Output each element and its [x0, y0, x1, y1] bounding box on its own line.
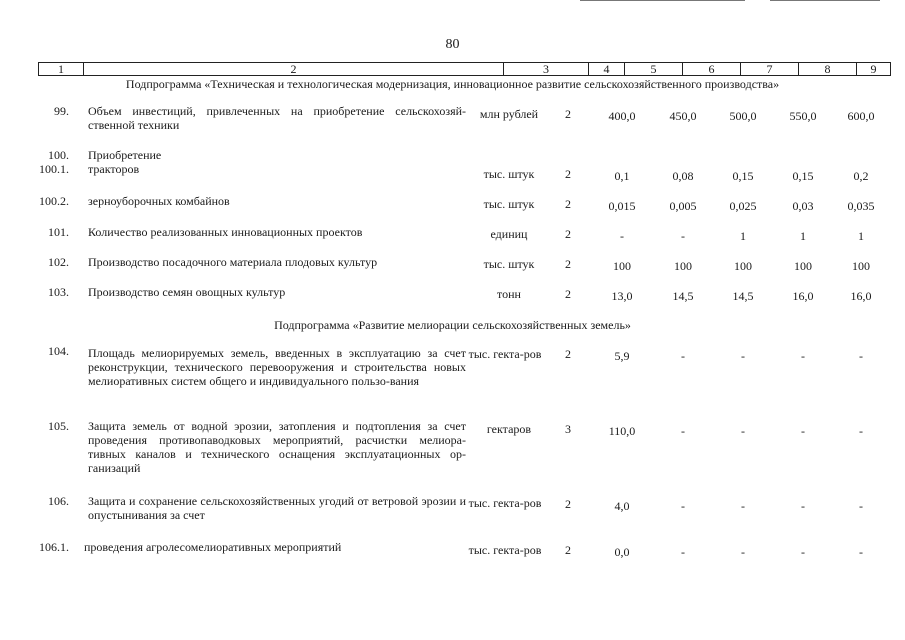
indicator-name: Объем инвестиций, привлеченных на приобретение сельскохозяй-ственной техники: [88, 104, 466, 132]
indicator-name: Производство посадочного материала плодовых культур: [88, 255, 378, 269]
column-4-value: 2: [565, 227, 571, 241]
unit-of-measure: тыс. штук: [483, 257, 535, 271]
row-number: 105.: [48, 419, 69, 433]
column-number: 4: [589, 63, 625, 76]
unit-of-measure: тыс. гекта-ров: [468, 543, 542, 557]
unit-of-measure: тыс. штук: [483, 167, 535, 181]
value-col-9: 100: [852, 259, 870, 273]
section-heading: Подпрограмма «Развитие мелиорации сельскохозяйственных земель»: [274, 318, 631, 332]
column-4-value: 2: [565, 497, 571, 511]
column-4-value: 2: [565, 257, 571, 271]
value-col-7: 100: [734, 259, 752, 273]
unit-of-measure: тыс. гекта-ров: [468, 496, 542, 510]
indicator-name: тракторов: [88, 162, 140, 176]
row-number: 99.: [54, 104, 69, 118]
column-number: 2: [84, 63, 504, 76]
indicator-name: Производство семян овощных культур: [88, 285, 286, 299]
unit-of-measure: тонн: [497, 287, 521, 301]
value-col-6: -: [681, 499, 685, 513]
column-4-value: 2: [565, 107, 571, 121]
value-col-7: 500,0: [729, 109, 757, 123]
value-col-6: -: [681, 349, 685, 363]
row-number: 100.1.: [39, 162, 69, 176]
column-number: 5: [625, 63, 683, 76]
value-col-8: -: [801, 349, 805, 363]
value-col-5: 400,0: [608, 109, 636, 123]
value-col-9: 16,0: [850, 289, 872, 303]
row-number: 106.: [48, 494, 69, 508]
row-number: 100.2.: [39, 194, 69, 208]
value-col-8: 0,03: [792, 199, 814, 213]
value-col-9: 1: [858, 229, 864, 243]
value-col-5: 110,0: [608, 424, 636, 438]
value-col-5: 5,9: [614, 349, 630, 363]
value-col-7: -: [741, 424, 745, 438]
column-number: 3: [504, 63, 589, 76]
column-number: 7: [741, 63, 799, 76]
indicator-name: Приобретение: [88, 148, 162, 162]
value-col-6: -: [681, 229, 685, 243]
value-col-7: 0,025: [729, 199, 757, 213]
value-col-8: 100: [794, 259, 812, 273]
value-col-5: 0,0: [614, 545, 630, 559]
value-col-6: 100: [674, 259, 692, 273]
column-4-value: 3: [565, 422, 571, 436]
value-col-6: -: [681, 545, 685, 559]
indicator-name: Площадь мелиорируемых земель, введенных в эксплуатацию за счет реконструкции, технического перевооружения и строительства новых мелиоративных систем общего и индивидуального пользо-вания: [88, 346, 466, 388]
indicator-name: проведения агролесомелиоративных мероприятий: [84, 540, 342, 554]
value-col-6: 14,5: [672, 289, 694, 303]
value-col-5: 13,0: [611, 289, 633, 303]
value-col-5: 100: [613, 259, 631, 273]
scan-edge-line-right: [770, 0, 880, 1]
page-number: 80: [445, 37, 460, 52]
value-col-9: 0,035: [847, 199, 875, 213]
section-heading: Подпрограмма «Техническая и технологическая модернизация, инновационное развитие сельскохозяйственного производства»: [125, 77, 780, 91]
value-col-8: 16,0: [792, 289, 814, 303]
value-col-6: 450,0: [669, 109, 697, 123]
value-col-7: 14,5: [732, 289, 754, 303]
value-col-6: -: [681, 424, 685, 438]
column-4-value: 2: [565, 167, 571, 181]
row-number: 100.: [48, 148, 69, 162]
unit-of-measure: тыс. штук: [483, 197, 535, 211]
value-col-8: -: [801, 499, 805, 513]
value-col-5: -: [620, 229, 624, 243]
row-number: 104.: [48, 344, 69, 358]
value-col-9: 600,0: [847, 109, 875, 123]
value-col-9: -: [859, 545, 863, 559]
value-col-7: -: [741, 349, 745, 363]
row-number: 102.: [48, 255, 69, 269]
value-col-7: 1: [740, 229, 746, 243]
value-col-9: 0,2: [853, 169, 869, 183]
column-4-value: 2: [565, 287, 571, 301]
value-col-7: 0,15: [732, 169, 754, 183]
unit-of-measure: млн рублей: [479, 107, 539, 121]
value-col-8: -: [801, 545, 805, 559]
unit-of-measure: тыс. гекта-ров: [468, 347, 542, 361]
indicator-name: Количество реализованных инновационных проектов: [88, 225, 363, 239]
indicator-name: Защита земель от водной эрозии, затопления и подтопления за счет проведения противопаводковых мероприятий, расчистки мелиора-тивных каналов и технического оснащения эксплуатационных ор-ганизаций: [88, 419, 466, 475]
scan-edge-line: [580, 0, 745, 1]
column-4-value: 2: [565, 197, 571, 211]
unit-of-measure: гектаров: [486, 422, 532, 436]
row-number: 103.: [48, 285, 69, 299]
unit-of-measure: единиц: [490, 227, 528, 241]
value-col-8: 550,0: [789, 109, 817, 123]
value-col-9: -: [859, 349, 863, 363]
column-header-row: [38, 62, 891, 76]
column-number: 1: [39, 63, 84, 76]
column-number: 9: [857, 63, 891, 76]
value-col-5: 0,1: [614, 169, 630, 183]
value-col-6: 0,005: [669, 199, 697, 213]
column-4-value: 2: [565, 347, 571, 361]
value-col-5: 4,0: [614, 499, 630, 513]
value-col-9: -: [859, 424, 863, 438]
row-number: 101.: [48, 225, 69, 239]
column-number: 6: [683, 63, 741, 76]
row-number: 106.1.: [39, 540, 69, 554]
value-col-6: 0,08: [672, 169, 694, 183]
value-col-8: -: [801, 424, 805, 438]
value-col-8: 0,15: [792, 169, 814, 183]
value-col-5: 0,015: [608, 199, 636, 213]
value-col-7: -: [741, 545, 745, 559]
value-col-8: 1: [800, 229, 806, 243]
value-col-9: -: [859, 499, 863, 513]
column-4-value: 2: [565, 543, 571, 557]
column-number: 8: [799, 63, 857, 76]
indicator-name: зерноуборочных комбайнов: [88, 194, 230, 208]
value-col-7: -: [741, 499, 745, 513]
indicator-name: Защита и сохранение сельскохозяйственных угодий от ветровой эрозии и опустынивания за счет: [88, 494, 466, 522]
